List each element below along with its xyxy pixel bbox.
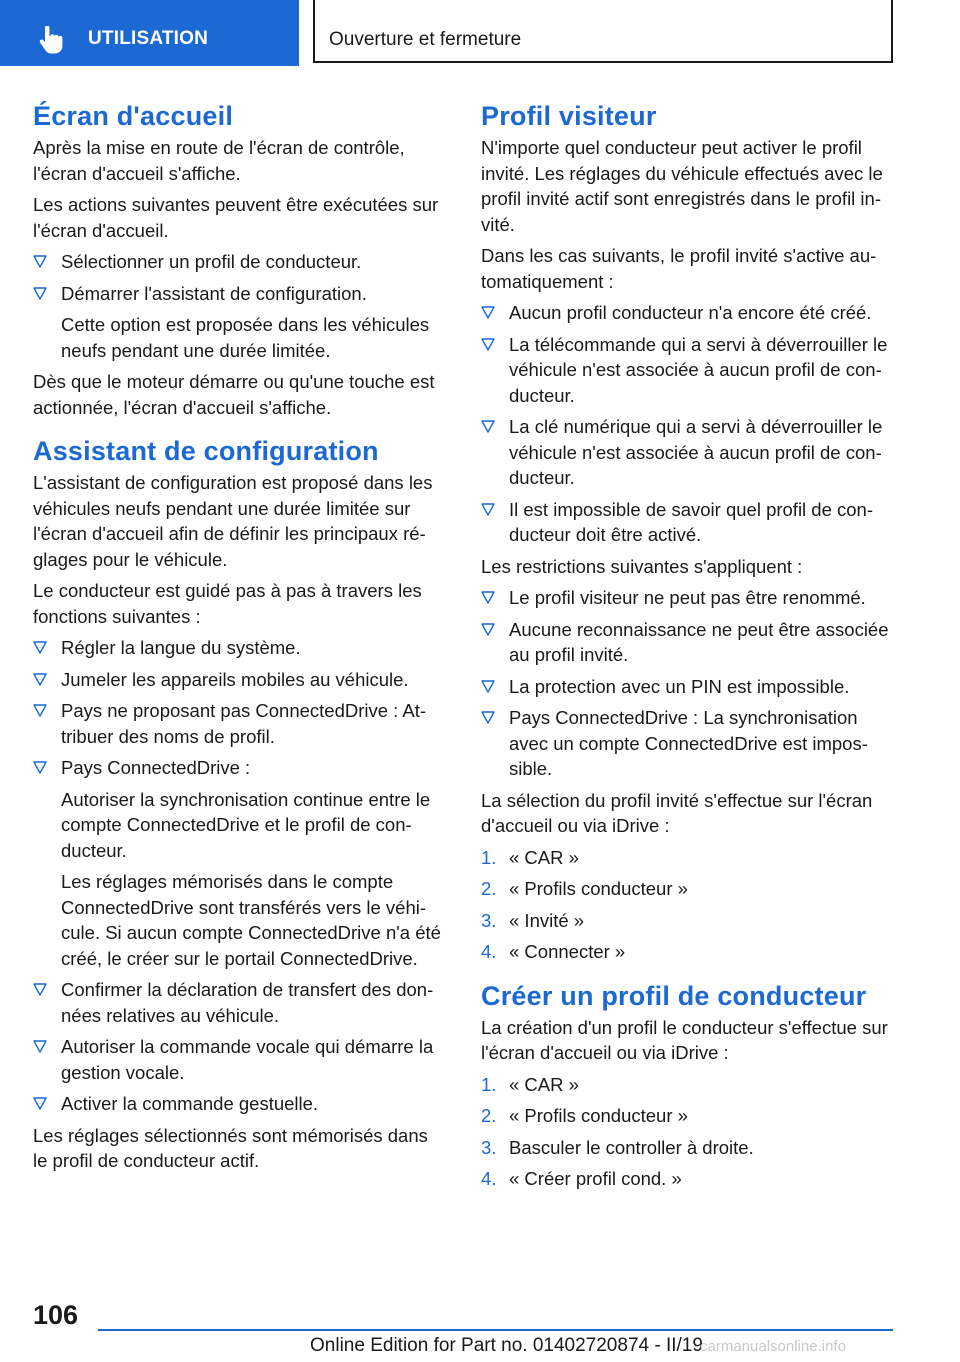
watermark: carmanualsonline.info (700, 1338, 846, 1355)
page-footer (0, 1290, 960, 1362)
triangle-bullet-icon (481, 503, 495, 516)
triangle-bullet-icon (33, 1097, 47, 1110)
list-sub-paragraph: Autoriser la synchronisation continue entre le compte ConnectedDrive et le profil de conducteur. (61, 788, 431, 861)
list-item: 4. « Connecter » (481, 941, 626, 962)
paragraph: Après la mise en route de l'écran de contrôle, l'écran d'accueil s'affiche. (33, 137, 405, 184)
bullet-list (33, 249, 447, 306)
bullet-list (33, 635, 447, 781)
bullet-list (481, 300, 897, 548)
heading-creer-profil: Créer un profil de conducteur (481, 980, 867, 1011)
bullet-list (481, 585, 897, 782)
triangle-bullet-icon (33, 983, 47, 996)
list-item: 4. « Créer profil cond. » (481, 1168, 682, 1189)
list-item: 1. « CAR » (481, 1073, 579, 1095)
footer-rule (98, 1329, 893, 1331)
list-item: Le profil visiteur ne peut pas être renommé. (481, 585, 897, 611)
list-item: Aucun profil conducteur n'a encore été créé. (481, 300, 897, 326)
left-column (33, 100, 447, 1180)
list-item: Pays ConnectedDrive : (33, 755, 447, 781)
paragraph: Les actions suivantes peuvent être exécutées sur l'écran d'accueil. (33, 194, 439, 241)
list-item: Démarrer l'assistant de configuration. (33, 281, 447, 307)
list-item: Confirmer la déclaration de transfert des données relatives au véhicule. (33, 977, 447, 1028)
paragraph: Le conducteur est guidé pas à pas à travers les fonctions suivantes : (33, 580, 422, 627)
list-item: La télécommande qui a servi à déverrouiller le véhicule n'est associée à aucun profil de conducteur. (481, 332, 897, 409)
triangle-bullet-icon (33, 673, 47, 686)
paragraph: Les réglages sélectionnés sont mémorisés dans le profil de conducteur actif. (33, 1124, 428, 1171)
triangle-bullet-icon (33, 255, 47, 268)
paragraph: Dès que le moteur démarre ou qu'une touche est actionnée, l'écran d'accueil s'affiche. (33, 371, 435, 418)
triangle-bullet-icon (481, 591, 495, 604)
edition-label: Online Edition for Part no. 01402720874 - II/19 (310, 1335, 703, 1356)
list-sub-paragraph: Les réglages mémorisés dans le compte ConnectedDrive sont transférés vers le véhicule. Si aucun compte ConnectedDrive n'a été créé, le créer sur le portail ConnectedDrive. (61, 871, 441, 969)
paragraph: La création d'un profil le conducteur s'effectue sur l'écran d'accueil ou via iDrive : (481, 1016, 888, 1063)
list-sub-paragraph: Cette option est proposée dans les véhicules neufs pendant une durée limitée. (61, 314, 430, 361)
bullet-list (33, 977, 447, 1117)
triangle-bullet-icon (481, 306, 495, 319)
list-item: 3. Basculer le controller à droite. (481, 1136, 754, 1158)
triangle-bullet-icon (481, 711, 495, 724)
numbered-list (481, 845, 897, 965)
list-item: 2. « Profils conducteur » (481, 878, 688, 899)
triangle-bullet-icon (33, 641, 47, 654)
triangle-bullet-icon (481, 338, 495, 351)
section-label: UTILISATION (88, 28, 209, 49)
triangle-bullet-icon (481, 420, 495, 433)
heading-assistant-configuration: Assistant de configuration (33, 436, 379, 466)
triangle-bullet-icon (481, 623, 495, 636)
list-item: Sélectionner un profil de conducteur. (33, 249, 447, 275)
list-item: Pays ne proposant pas ConnectedDrive : Attribuer des noms de profil. (33, 698, 447, 749)
list-item: Il est impossible de savoir quel profil de conducteur doit être activé. (481, 497, 897, 548)
list-item: Jumeler les appareils mobiles au véhicule. (33, 667, 447, 693)
heading-ecran-accueil: Écran d'accueil (33, 101, 234, 131)
paragraph: N'importe quel conducteur peut activer le profil invité. Les réglages du véhicule effectués avec le profil invité actif sont enregistrés dans le profil invité. (481, 137, 883, 235)
paragraph: Les restrictions suivantes s'appliquent : (481, 555, 803, 577)
list-item: La protection avec un PIN est impossible. (481, 674, 897, 700)
triangle-bullet-icon (481, 680, 495, 693)
list-item: Pays ConnectedDrive : La synchronisation avec un compte ConnectedDrive est impossible. (481, 705, 897, 782)
page-header (0, 0, 960, 66)
list-item: 1. « CAR » (481, 846, 579, 868)
paragraph: Dans les cas suivants, le profil invité s'active automatiquement : (481, 245, 877, 292)
list-item: Autoriser la commande vocale qui démarre la gestion vocale. (33, 1034, 447, 1085)
heading-profil-visiteur: Profil visiteur (481, 101, 657, 131)
triangle-bullet-icon (33, 1040, 47, 1053)
triangle-bullet-icon (33, 761, 47, 774)
triangle-bullet-icon (33, 704, 47, 717)
triangle-bullet-icon (33, 287, 47, 300)
paragraph: La sélection du profil invité s'effectue sur l'écran d'accueil ou via iDrive : (481, 789, 873, 836)
right-column (481, 100, 897, 1198)
chapter-box (313, 0, 893, 63)
page-number: 106 (33, 1300, 79, 1330)
numbered-list (481, 1072, 897, 1192)
list-item: 3. « Invité » (481, 909, 585, 931)
list-item: La clé numérique qui a servi à déverrouiller le véhicule n'est associée à aucun profil de conducteur. (481, 414, 897, 491)
list-item: Régler la langue du système. (33, 635, 447, 661)
list-item: Activer la commande gestuelle. (33, 1091, 447, 1117)
list-item: Aucune reconnaissance ne peut être associée au profil invité. (481, 617, 897, 668)
section-tab (0, 0, 299, 66)
list-item: 2. « Profils conducteur » (481, 1105, 688, 1126)
paragraph: L'assistant de configuration est proposé dans les véhicules neufs pendant une durée limitée sur l'écran d'accueil afin de définir les principaux réglages pour le véhicule. (33, 472, 433, 570)
chapter-label: Ouverture et fermeture (329, 29, 522, 50)
hand-pointer-icon (38, 26, 64, 54)
